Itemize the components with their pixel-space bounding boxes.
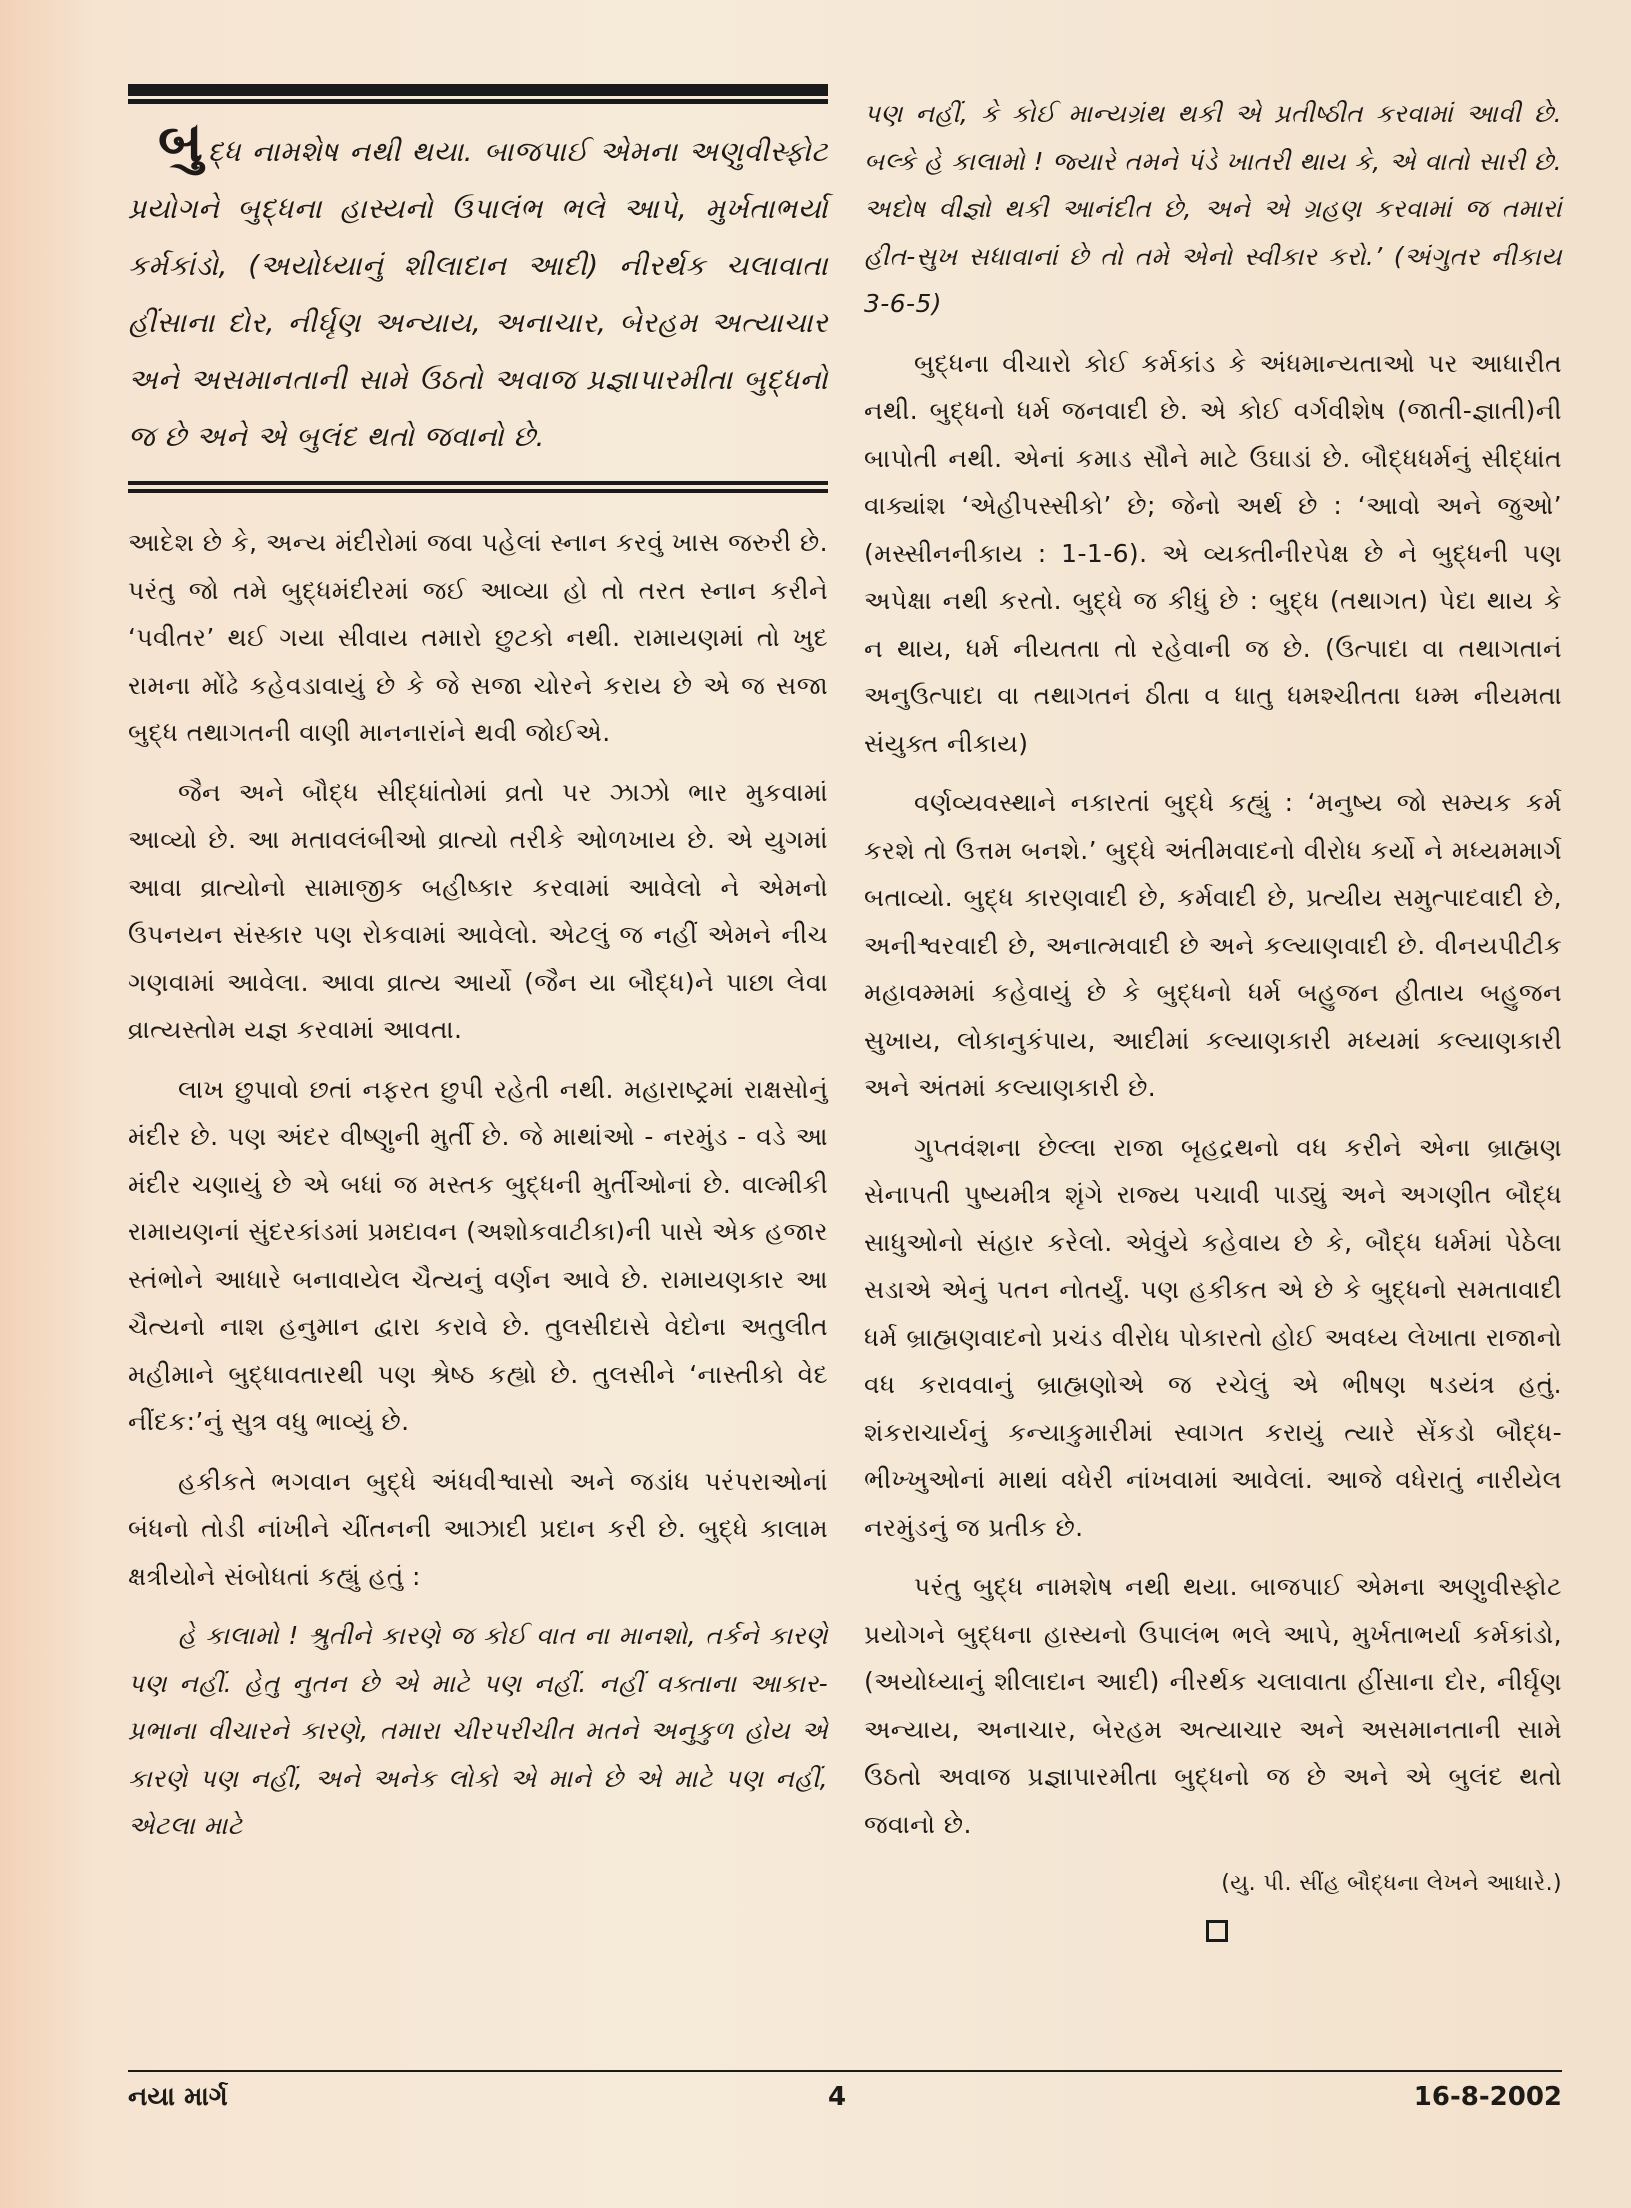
left-column	[128, 84, 828, 1862]
right-paragraph-4: ગુપ્તવંશના છેલ્લા રાજા બૃહદ્રથનો વધ કરીને એના બ્રાહ્મણ સેનાપતી પુષ્યમીત્ર શૃંગે રાજ્ય પચાવી પાડ્યું અને અગણીત બૌદ્ધ સાધુઓનો સંહાર કરેલો. એવુંયે કહેવાય છે કે, બૌદ્ધ ધર્મમાં પેઠેલા સડાએ એનું પતન નોતર્યું. પણ હકીકત એ છે કે બુદ્ધનો સમતાવાદી ધર્મ બ્રાહ્મણવાદનો પ્રચંડ વીરોધ પોકારતો હોઈ અવધ્ય લેખાતા રાજાનો વધ કરાવવાનું બ્રાહ્મણોએ જ રચેલું એ ભીષણ ષડયંત્ર હતું. શંકરાચાર્યનું કન્યાકુમારીમાં સ્વાગત કરાયું ત્યારે સેંકડો બૌદ્ધ-ભીખ્ખુઓનાં માથાં વધેરી નાંખવામાં આવેલાં. આજે વધેરાતું નારીયેલ નરમુંડનું જ પ્રતીક છે.	[864, 1132, 1562, 1542]
publication-name: નયા માર્ગ	[128, 2082, 228, 2112]
pullquote-text: દ્ધ નામશેષ નથી થયા. બાજપાઈ એમના અણુવીસ્ફોટ પ્રયોગને બુદ્ધના હાસ્યનો ઉપાલંભ ભલે આપે, મુર્ખતાભર્યા કર્મકાંડો, (અયોધ્યાનું શીલાદાન આદી) નીરર્થક ચલાવાતા હીંસાના દોર, નીર્ઘૃણ અન્યાય, અનાચાર, બેરહમ અત્યાચાર અને અસમાનતાની સામે ઉઠતો અવાજ પ્રજ્ઞાપારમીતા બુદ્ધનો જ છે અને એ બુલંદ થતો જવાનો છે.	[128, 135, 828, 453]
left-body	[128, 519, 828, 1850]
issue-date: 16-8-2002	[1413, 2082, 1562, 2112]
pullquote-text-block	[128, 110, 828, 465]
pullquote	[128, 110, 828, 465]
right-paragraph-5: પરંતુ બુદ્ધ નામશેષ નથી થયા. બાજપાઈ એમના અણુવીસ્ફોટ પ્રયોગને બુદ્ધના હાસ્યનો ઉપાલંભ ભલે આપે, મુર્ખતાભર્યા કર્મકાંડો, (અયોધ્યાનું શીલાદાન આદી) નીરર્થક ચલાવાતા હીંસાના દોર, નીર્ઘૃણ અન્યાય, અનાચાર, બેરહમ અત્યાચાર અને અસમાનતાની સામે ઉઠતો અવાજ પ્રજ્ઞાપારમીતા બુદ્ધનો જ છે અને એ બુલંદ થતો જવાનો છે.	[864, 1572, 1562, 1839]
pullquote-top-rule	[128, 84, 828, 99]
left-paragraph-3: લાખ છુપાવો છતાં નફરત છુપી રહેતી નથી. મહારાષ્ટ્રમાં રાક્ષસોનું મંદીર છે. પણ અંદર વીષ્ણુની મુર્તી છે. જે માથાંઓ - નરમુંડ - વડે આ મંદીર ચણાયું છે એ બધાં જ મસ્તક બુદ્ધની મુર્તીઓનાં છે. વાલ્મીકી રામાયણનાં સુંદરકાંડમાં પ્રમદાવન (અશોકવાટીકા)ની પાસે એક હજાર સ્તંભોને આધારે બનાવાયેલ ચૈત્યનું વર્ણન આવે છે. રામાયણકાર આ ચૈત્યનો નાશ હનુમાન દ્વારા કરાવે છે. તુલસીદાસે વેદોના અતુલીત મહીમાને બુદ્ધાવતારથી પણ શ્રેષ્ઠ કહ્યો છે. તુલસીને ‘નાસ્તીકો વેદ નીંદક:’નું સુત્ર વધુ ભાવ્યું છે.	[128, 1074, 828, 1436]
page-number: 4	[828, 2082, 847, 2112]
attribution: (યુ. પી. સીંહ બૌદ્ધના લેખને આધારે.)	[1221, 1871, 1562, 1896]
page-footer	[128, 2082, 1562, 2122]
end-mark-square-icon	[1206, 1920, 1228, 1942]
left-paragraph-4: હકીકતે ભગવાન બુદ્ધે અંધવીશ્વાસો અને જડાંધ પરંપરાઓનાં બંધનો તોડી નાંખીને ચીંતનની આઝાદી પ્રદાન કરી છે. બુદ્ધે કાલામ ક્ષત્રીયોને સંબોધતાં કહ્યું હતું :	[128, 1466, 828, 1591]
left-paragraph-1: આદેશ છે કે, અન્ય મંદીરોમાં જવા પહેલાં સ્નાન કરવું ખાસ જરુરી છે. પરંતુ જો તમે બુદ્ધમંદીરમાં જઈ આવ્યા હો તો તરત સ્નાન કરીને ‘પવીતર’ થઈ ગયા સીવાય તમારો છુટકો નથી. રામાયણમાં તો ખુદ રામના મોંઢે કહેવડાવાયું છે કે જે સજા ચોરને કરાય છે એ જ સજા બુદ્ધ તથાગતની વાણી માનનારાંને થવી જોઈએ.	[128, 528, 828, 747]
right-paragraph-3: વર્ણવ્યવસ્થાને નકારતાં બુદ્ધે કહ્યું : ‘મનુષ્ય જો સમ્યક કર્મ કરશે તો ઉત્તમ બનશે.’ બુદ્ધે અંતીમવાદનો વીરોધ કર્યો ને મધ્યમમાર્ગ બતાવ્યો. બુદ્ધ કારણવાદી છે, કર્મવાદી છે, પ્રત્યીય સમુત્પાદવાદી છે, અનીશ્વરવાદી છે, અનાત્મવાદી છે અને કલ્યાણવાદી છે. વીનયપીટીક મહાવમ્મમાં કહેવાયું છે કે બુદ્ધનો ધર્મ બહુજન હીતાય બહુજન સુખાય, લોકાનુકંપાય, આદીમાં કલ્યાણકારી મધ્યમાં કલ્યાણકારી અને અંતમાં કલ્યાણકારી છે.	[864, 788, 1562, 1102]
right-paragraph-2: બુદ્ધના વીચારો કોઈ કર્મકાંડ કે અંધમાન્યતાઓ પર આધારીત નથી. બુદ્ધનો ધર્મ જનવાદી છે. એ કોઈ વર્ગવીશેષ (જાતી-જ્ઞાતી)ની બાપોતી નથી. એનાં કમાડ સૌને માટે ઉઘાડાં છે. બૌદ્ધધર્મનું સીદ્ધાંત વાક્યાંશ ‘એહીપસ્સીકો’ છે; જેનો અર્થ છે : ‘આવો અને જુઓ’ (મસ્સીનનીકાય : 1-1-6). એ વ્યક્તીનીરપેક્ષ છે ને બુદ્ધની પણ અપેક્ષા નથી કરતો. બુદ્ધે જ કીધું છે : બુદ્ધ (તથાગત) પેદા થાય કે ન થાય, ધર્મ નીયતતા તો રહેવાની જ છે. (ઉત્પાદા વા તથાગતાનં અનુઉત્પાદા વા તથાગતનં ઠીતા વ ધાતુ ધમશ્ચીતતા ધમ્મ નીયમતા સંયુક્ત નીકાય)	[864, 348, 1562, 758]
right-column	[864, 90, 1562, 1942]
left-paragraph-5-quote: હે કાલામો ! શ્રુતીને કારણે જ કોઈ વાત ના માનશો, તર્કને કારણે પણ નહીં. હેતુ નુતન છે એ માટે પણ નહીં. નહીં વક્તાના આકાર-પ્રભાના વીચારને કારણે, તમારા ચીરપરીચીત મતને અનુકુળ હોય એ કારણે પણ નહીં, અને અનેક લોકો એ માને છે એ માટે પણ નહીં, એટલા માટે	[128, 1621, 828, 1840]
footer-rule	[128, 2070, 1562, 2072]
pullquote-dropcap: બુ	[158, 110, 204, 175]
pullquote-bottom-rule	[128, 481, 828, 485]
left-paragraph-2: જૈન અને બૌદ્ધ સીદ્ધાંતોમાં વ્રતો પર ઝાઝો ભાર મુકવામાં આવ્યો છે. આ મતાવલંબીઓ વ્રાત્યો તરીકે ઓળખાય છે. એ યુગમાં આવા વ્રાત્યોનો સામાજીક બહીષ્કાર કરવામાં આવેલો ને એમનો ઉપનયન સંસ્કાર પણ રોકવામાં આવેલો. એટલું જ નહીં એમને નીચ ગણવામાં આવેલા. આવા વ્રાત્ય આર્યો (જૈન યા બૌદ્ધ)ને પાછા લેવા વ્રાત્યસ્તોમ યજ્ઞ કરવામાં આવતા.	[128, 777, 828, 1044]
right-paragraph-1-quote: પણ નહીં, કે કોઈ માન્યગ્રંથ થકી એ પ્રતીષ્ઠીત કરવામાં આવી છે. બલ્કે હે કાલામો ! જ્યારે તમને પંડે ખાતરી થાય કે, એ વાતો સારી છે. અદોષ વીજ્ઞો થકી આનંદીત છે, અને એ ગ્રહણ કરવામાં જ તમારાં હીત-સુખ સધાવાનાં છે તો તમે એનો સ્વીકાર કરો.’ (અંગુતર નીકાય 3-6-5)	[864, 99, 1562, 318]
